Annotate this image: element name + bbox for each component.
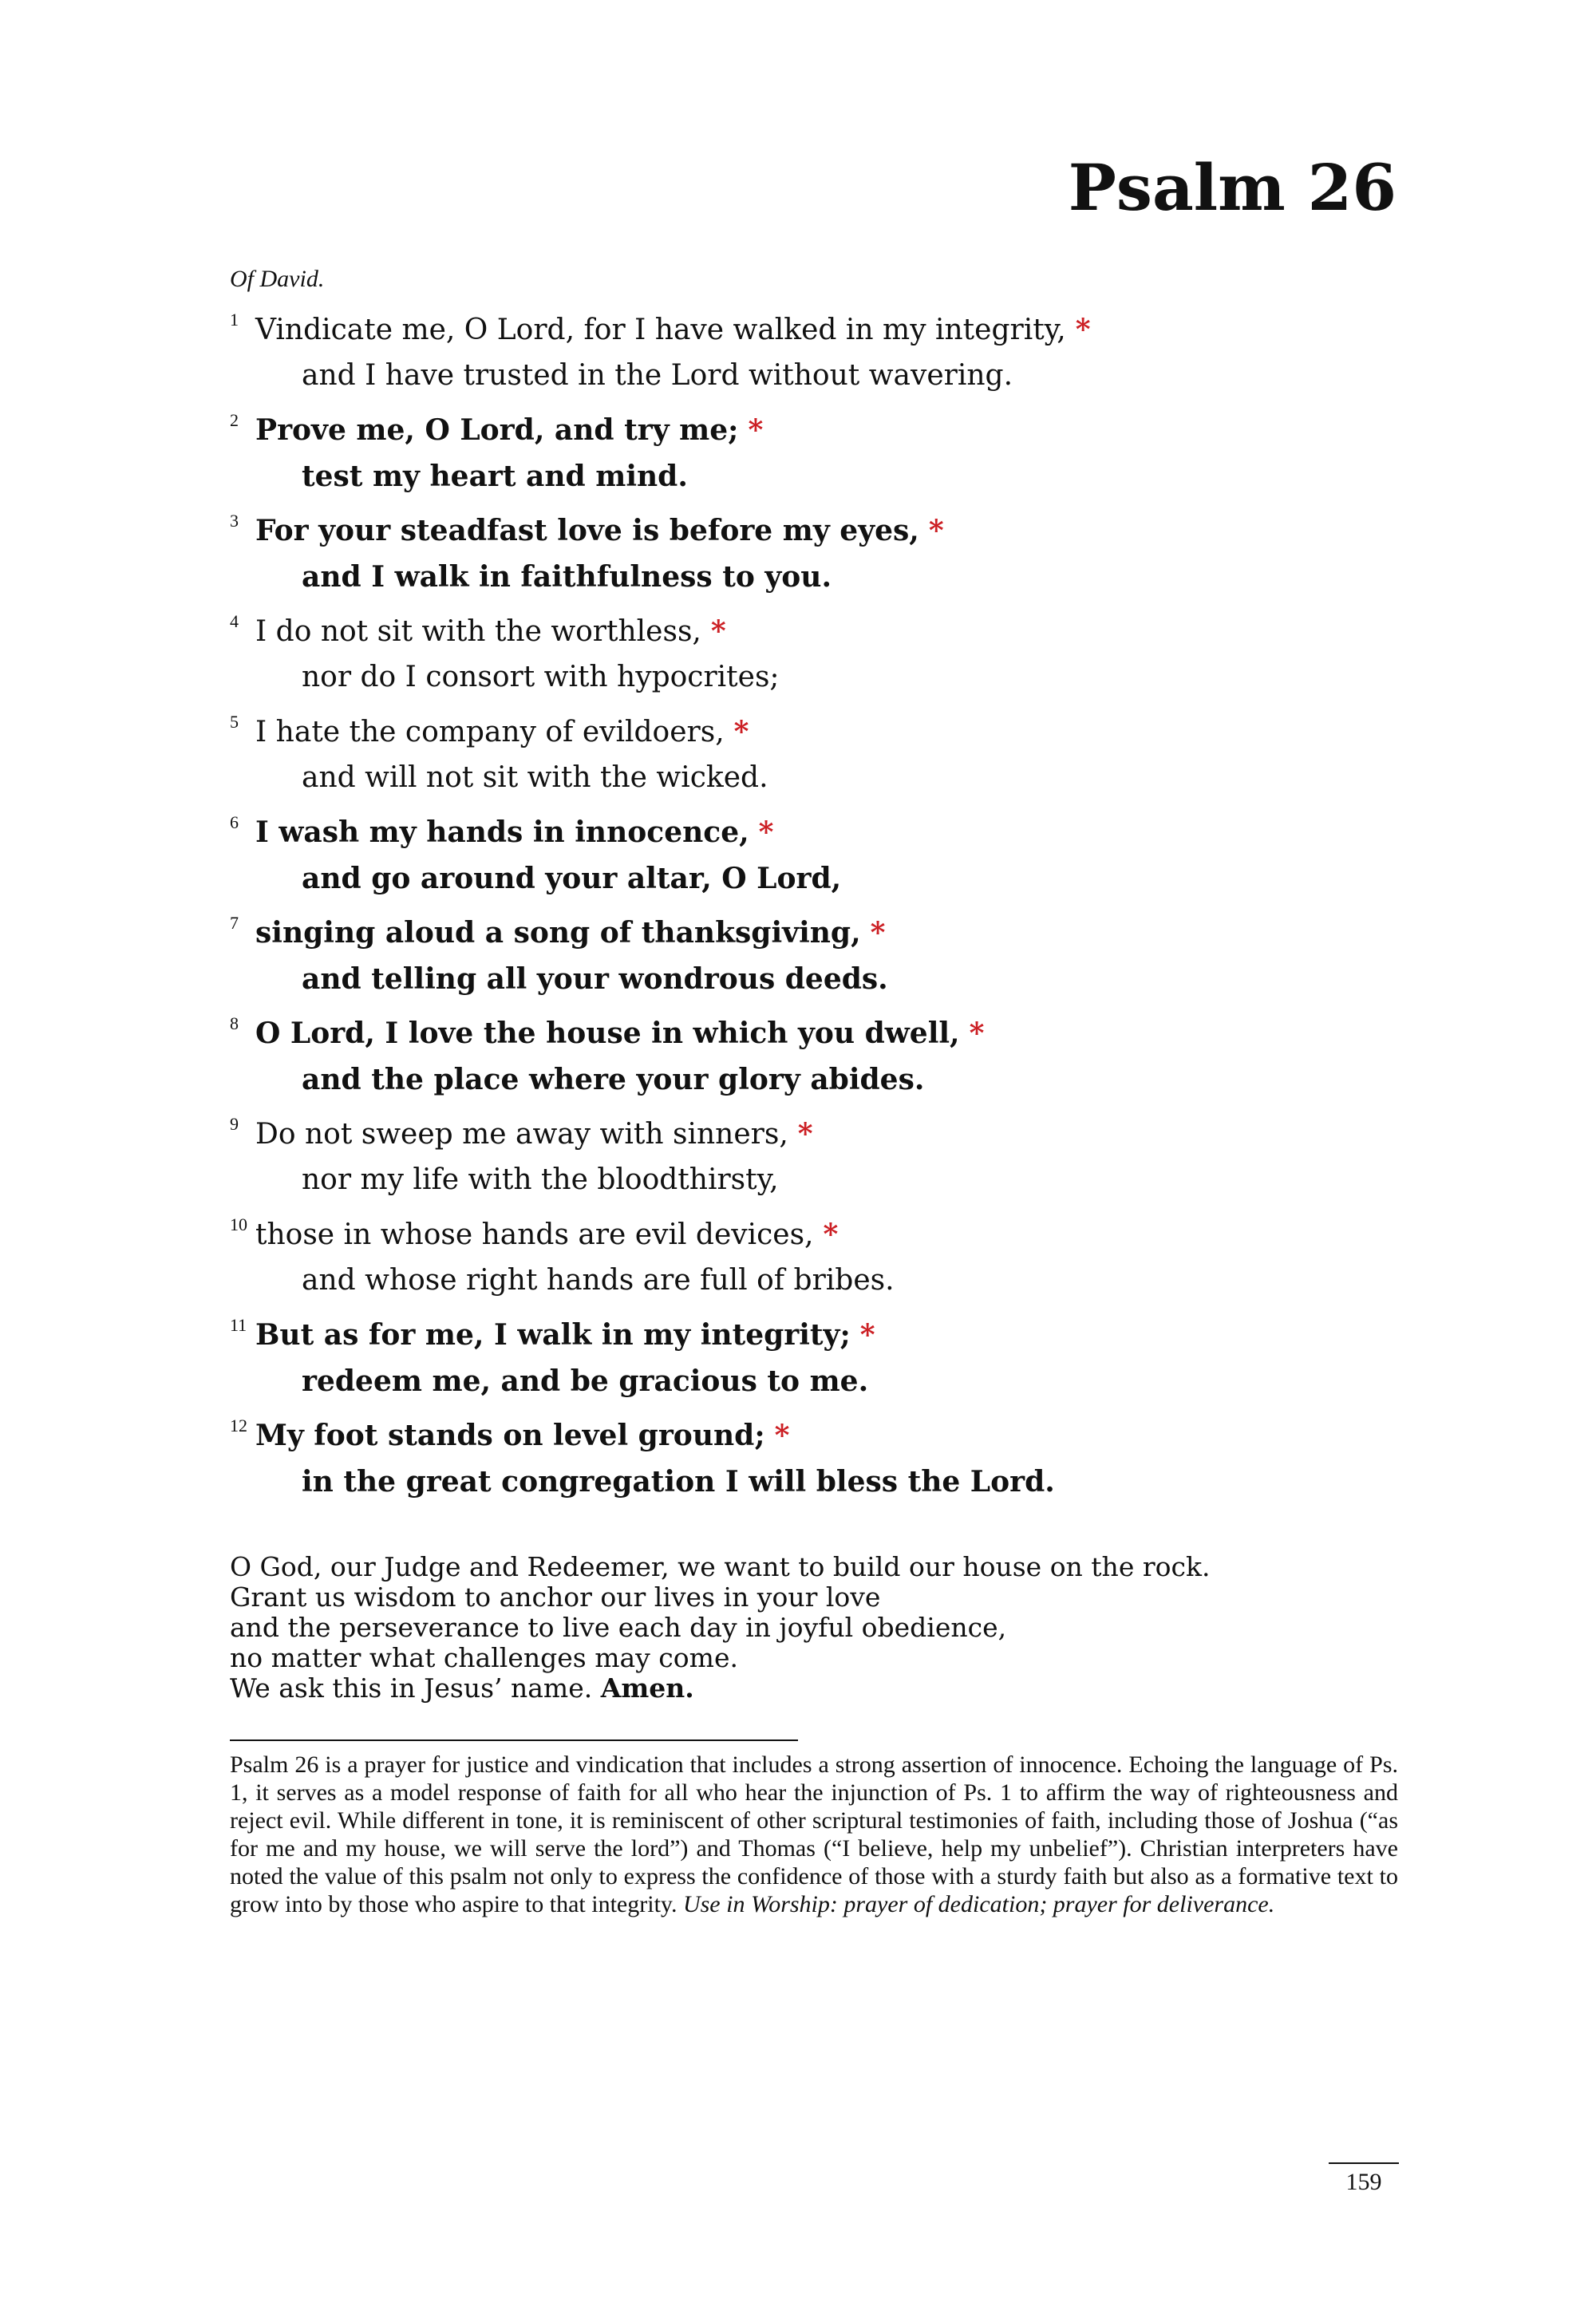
verse (230, 507, 1395, 608)
prayer-line: and the perseverance to live each day in joyful obedience, (230, 1612, 1007, 1643)
verse-line-1 (255, 507, 944, 554)
verse-text: But as for me, I walk in my integrity; (255, 1318, 851, 1352)
asterisk-mark: * (870, 916, 886, 950)
verse-line-1 (255, 306, 1091, 353)
verse-number: 5 (230, 712, 239, 732)
verse-number: 8 (230, 1013, 239, 1033)
verse (230, 1412, 1395, 1513)
footnote-divider (230, 1739, 798, 1741)
verse-number: 12 (230, 1416, 247, 1435)
verse-number: 10 (230, 1214, 247, 1234)
asterisk-mark: * (823, 1218, 839, 1251)
superscription: Of David. (230, 266, 325, 292)
verse-number: 2 (230, 410, 239, 430)
verse-line-1 (255, 809, 773, 855)
asterisk-mark: * (969, 1017, 985, 1050)
verse-text: I hate the company of evildoers, (255, 716, 725, 748)
verse-line-2: and go around your altar, O Lord, (302, 862, 842, 895)
prayer-final-line (230, 1673, 1267, 1704)
verse-text: My foot stands on level ground; (255, 1419, 765, 1452)
verse-number: 6 (230, 812, 239, 832)
verse-text: For your steadfast love is before my eyes, (255, 514, 919, 547)
verse-text: O Lord, I love the house in which you dwell, (255, 1017, 960, 1050)
verse-line-2: in the great congregation I will bless the Lord. (302, 1465, 1055, 1499)
verse-line-1 (255, 1111, 813, 1157)
verse-text: singing aloud a song of thanksgiving, (255, 916, 861, 950)
prayer-line: Grant us wisdom to anchor our lives in your love (230, 1581, 881, 1613)
verse-number: 4 (230, 611, 239, 631)
prayer-last-text: We ask this in Jesus’ name. (230, 1672, 593, 1704)
verse-text: Vindicate me, O Lord, for I have walked in my integrity, (255, 314, 1066, 346)
asterisk-mark: * (733, 715, 749, 748)
verse-line-1 (255, 1412, 789, 1459)
verse-text: Do not sweep me away with sinners, (255, 1118, 788, 1151)
verse-line-2: and will not sit with the wicked. (302, 761, 768, 794)
verse-number: 9 (230, 1114, 239, 1134)
verse (230, 809, 1395, 910)
verse-line-1 (255, 407, 763, 453)
asterisk-mark: * (928, 514, 944, 547)
verse-line-2: and telling all your wondrous deeds. (302, 962, 888, 996)
verse-number: 11 (230, 1315, 247, 1335)
amen: Amen. (600, 1672, 694, 1704)
prayer-line: no matter what challenges may come. (230, 1642, 738, 1673)
asterisk-mark: * (797, 1117, 813, 1151)
page-title: Psalm 26 (1068, 150, 1396, 225)
commentary-text: Psalm 26 is a prayer for justice and vindication that includes a strong assertion of innocence. Echoing the language of Ps. 1, it serves as a model response of faith for all who hear the injunction of Ps. 1 to affirm the way of righteousness and reject evil. While different in tone, it is reminiscent of other scriptural testimonies of faith, including those of Joshua (“as for me and my house, we will serve the lord”) and Thomas (“I believe, help my unbelief”). Christian interpreters have noted the value of this psalm not only to express the confidence of those with a sturdy faith but also as a formative text to grow into by those who aspire to that integrity. (230, 1751, 1398, 1917)
verse-line-2: nor do I consort with hypocrites; (302, 661, 780, 693)
verse-line-1 (255, 1010, 984, 1056)
verse-line-2: and the place where your glory abides. (302, 1063, 925, 1096)
verse-line-2: and whose right hands are full of bribes. (302, 1264, 895, 1297)
verse-text: I wash my hands in innocence, (255, 815, 749, 849)
verse (230, 1211, 1395, 1312)
prayer-line: O God, our Judge and Redeemer, we want to build our house on the rock. (230, 1551, 1211, 1582)
asterisk-mark: * (859, 1318, 875, 1352)
asterisk-mark: * (710, 614, 726, 648)
verse-line-1 (255, 608, 726, 654)
closing-prayer (230, 1552, 1267, 1704)
verse-text: those in whose hands are evil devices, (255, 1218, 814, 1251)
asterisk-mark: * (1075, 313, 1091, 346)
verse-line-1 (255, 1312, 875, 1358)
use-in-worship: Use in Worship: prayer of dedication; prayer for deliverance. (682, 1891, 1275, 1917)
verse-line-2: and I have trusted in the Lord without wavering. (302, 359, 1013, 392)
page-number-rule (1329, 2162, 1399, 2164)
page-number: 159 (1345, 2169, 1382, 2195)
verse-line-2: nor my life with the bloodthirsty, (302, 1163, 779, 1196)
verse (230, 1312, 1395, 1412)
verse-line-2: test my heart and mind. (302, 460, 688, 493)
verse (230, 709, 1395, 809)
verse-number: 1 (230, 310, 239, 330)
verse (230, 1111, 1395, 1211)
verse (230, 1010, 1395, 1111)
verse-line-1 (255, 910, 885, 956)
verse (230, 608, 1395, 709)
verse (230, 306, 1395, 407)
verse-line-2: redeem me, and be gracious to me. (302, 1364, 869, 1398)
verse-text: Prove me, O Lord, and try me; (255, 413, 739, 447)
verse-text: I do not sit with the worthless, (255, 615, 701, 648)
verse (230, 407, 1395, 507)
verse-line-1 (255, 1211, 838, 1258)
verse-line-2: and I walk in faithfulness to you. (302, 560, 832, 594)
verse-list (230, 306, 1395, 1513)
verse-number: 7 (230, 913, 239, 933)
asterisk-mark: * (774, 1419, 790, 1452)
verse-number: 3 (230, 511, 239, 531)
commentary-note (230, 1751, 1398, 1918)
asterisk-mark: * (748, 413, 764, 447)
verse (230, 910, 1395, 1010)
asterisk-mark: * (758, 815, 774, 849)
verse-line-1 (255, 709, 749, 755)
